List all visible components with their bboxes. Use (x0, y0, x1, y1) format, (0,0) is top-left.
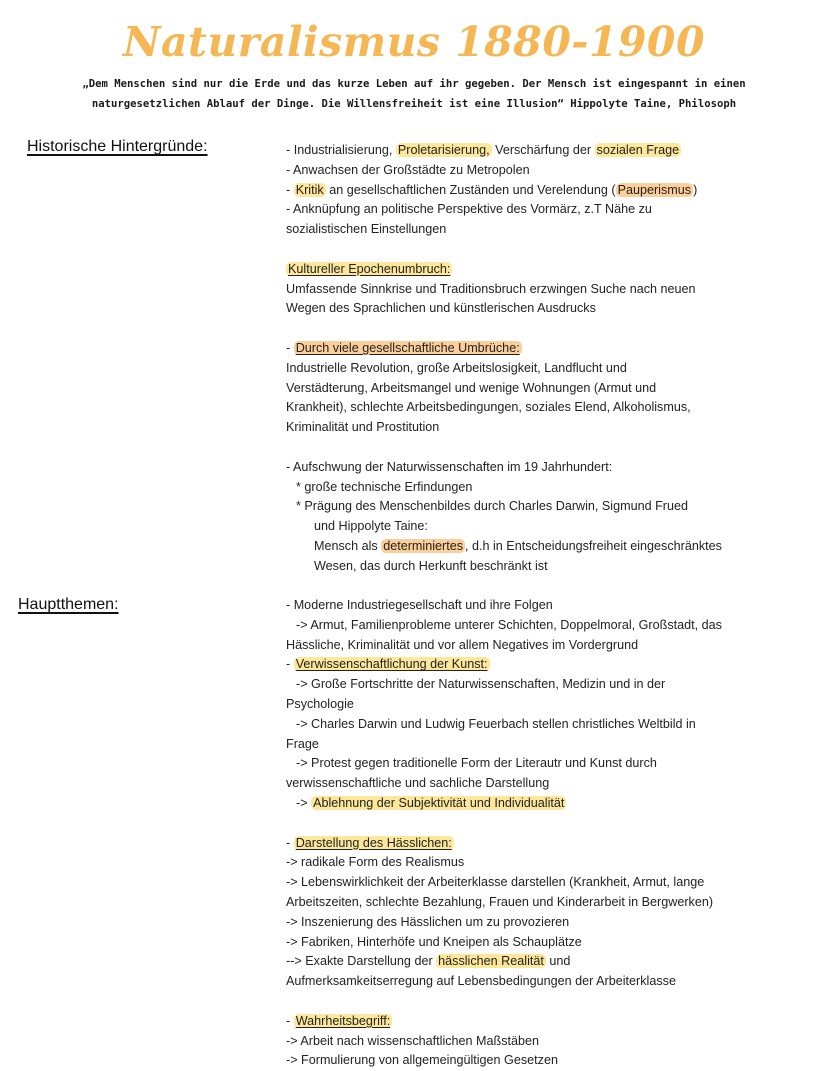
text-span: , d.h in Entscheidungsfreiheit eingeschränktes (465, 538, 722, 553)
note-line: -> Große Fortschritte der Naturwissenschaften, Medizin und in der (296, 677, 666, 692)
highlight-soziale-frage: sozialen Frage (596, 143, 680, 157)
page-title: Naturalismus 1880-1900 (123, 18, 705, 66)
subheading-verwissenschaftlichung (286, 655, 806, 675)
note-line: -> Inszenierung des Hässlichen um zu provozieren (286, 914, 570, 929)
text-span: an gesellschaftlichen Zuständen und Verelendung ( (325, 182, 616, 197)
note-line: verwissenschaftliche und sachliche Darstellung (286, 776, 550, 791)
hauptthemen-notes (286, 596, 806, 1071)
note-line (286, 181, 806, 201)
subheading-darstellung-des-haesslichen (286, 834, 806, 854)
text-span: ) (693, 182, 698, 197)
note-line: Arbeitszeiten, schlechte Bezahlung, Frauen und Kinderarbeit in Bergwerken) (286, 894, 714, 909)
highlight-proletarisierung: Proletarisierung, (397, 143, 490, 157)
note-line: Frage (286, 736, 319, 751)
note-line: -> Formulierung von allgemeingültigen Gesetzen (286, 1053, 558, 1068)
section-heading-hauptthemen: Hauptthemen: (18, 596, 119, 613)
subheading-wahrheitsbegriff (286, 1012, 806, 1032)
note-line: Verstädterung, Arbeitsmangel und wenige Wohnungen (Armut und (286, 380, 657, 395)
note-line: -> Charles Darwin und Ludwig Feuerbach stellen christliches Weltbild in (296, 716, 696, 731)
note-line: - Anknüpfung an politische Perspektive des Vormärz, z.T Nähe zu (286, 202, 652, 217)
subheading-umbrueche (286, 339, 806, 359)
text-span: Mensch als (314, 538, 382, 553)
note-line: Psychologie (286, 696, 354, 711)
highlight-wahrheitsbegriff: Wahrheitsbegriff: (295, 1013, 391, 1028)
historische-hintergruende-notes (286, 141, 806, 577)
highlight-kultureller-epochenumbruch: Kultureller Epochenumbruch: (288, 261, 451, 276)
highlight-determiniertes: determiniertes (383, 538, 463, 553)
highlight-pauperismus: Pauperismus (617, 182, 692, 197)
note-line (286, 794, 806, 814)
note-line: Aufmerksamkeitserregung auf Lebensbedingungen der Arbeiterklasse (286, 974, 676, 989)
highlight-kritik: Kritik (295, 182, 324, 197)
note-line: und Hippolyte Taine: (314, 519, 428, 534)
note-line: - Anwachsen der Großstädte zu Metropolen (286, 162, 530, 177)
subheading-kultureller-epochenumbruch (286, 260, 806, 280)
text-span: und (545, 954, 571, 969)
note-line: Industrielle Revolution, große Arbeitslosigkeit, Landflucht und (286, 360, 627, 375)
highlight-darstellung-des-haesslichen: Darstellung des Hässlichen: (295, 835, 452, 850)
note-line (286, 952, 806, 972)
note-line (286, 537, 806, 557)
note-line: -> Fabriken, Hinterhöfe und Kneipen als Schauplätze (286, 934, 582, 949)
highlight-verwissenschaftlichung: Verwissenschaftlichung der Kunst: (295, 657, 488, 672)
highlight-umbrueche: Durch viele gesellschaftliche Umbrüche: (295, 340, 520, 355)
note-line: -> Lebenswirklichkeit der Arbeiterklasse darstellen (Krankheit, Armut, lange (286, 875, 705, 890)
note-line: Krankheit), schlechte Arbeitsbedingungen, soziales Elend, Alkoholismus, (286, 400, 691, 415)
quote-line: „Dem Menschen sind nur die Erde und das kurze Leben auf ihr gegeben. Der Mensch ist eingespannt in einen (82, 78, 746, 90)
note-line: sozialistischen Einstellungen (286, 222, 447, 237)
note-line: -> Arbeit nach wissenschaftlichen Maßstäben (286, 1033, 540, 1048)
note-bullet: * Prägung des Menschenbildes durch Charles Darwin, Sigmund Frued (296, 499, 689, 514)
note-line (286, 141, 806, 161)
note-line: -> Armut, Familienprobleme unterer Schichten, Doppelmoral, Großstadt, das (296, 617, 722, 632)
section-heading-historische-hintergruende: Historische Hintergründe: (27, 138, 208, 155)
text-span: -> (296, 795, 312, 810)
text-span: - Industrialisierung, (286, 143, 396, 157)
text-span: --> Exakte Darstellung der (286, 954, 437, 969)
note-line: - Moderne Industriegesellschaft und ihre Folgen (286, 598, 553, 612)
note-line: Kriminalität und Prostitution (286, 420, 440, 435)
note-line: Wegen des Sprachlichen und künstlerischen Ausdrucks (286, 301, 596, 316)
text-span: Verschärfung der (491, 143, 595, 157)
note-line: - Aufschwung der Naturwissenschaften im 19 Jahrhundert: (286, 459, 613, 474)
text-span: - (286, 657, 294, 672)
note-line: -> radikale Form des Realismus (286, 855, 465, 870)
note-line: -> Protest gegen traditionelle Form der Literautr und Kunst durch (296, 756, 657, 771)
note-line: Hässliche, Kriminalität und vor allem Negatives im Vordergrund (286, 637, 639, 652)
text-span: - (286, 182, 294, 197)
highlight-haessliche-realitaet: hässlichen Realität (438, 954, 544, 969)
text-span: - (286, 835, 294, 850)
note-line: Umfassende Sinnkrise und Traditionsbruch erzwingen Suche nach neuen (286, 281, 696, 296)
note-bullet: * große technische Erfindungen (296, 479, 473, 494)
highlight-ablehnung: Ablehnung der Subjektivität und Individualität (313, 795, 565, 810)
text-span: - (286, 340, 294, 355)
text-span: - (286, 1013, 294, 1028)
note-line: Wesen, das durch Herkunft beschränkt ist (314, 558, 548, 573)
epigraph-quote (40, 74, 788, 114)
quote-line: naturgesetzlichen Ablauf der Dinge. Die Willensfreiheit ist eine Illusion“ Hippolyte Taine, Philosoph (91, 98, 737, 110)
